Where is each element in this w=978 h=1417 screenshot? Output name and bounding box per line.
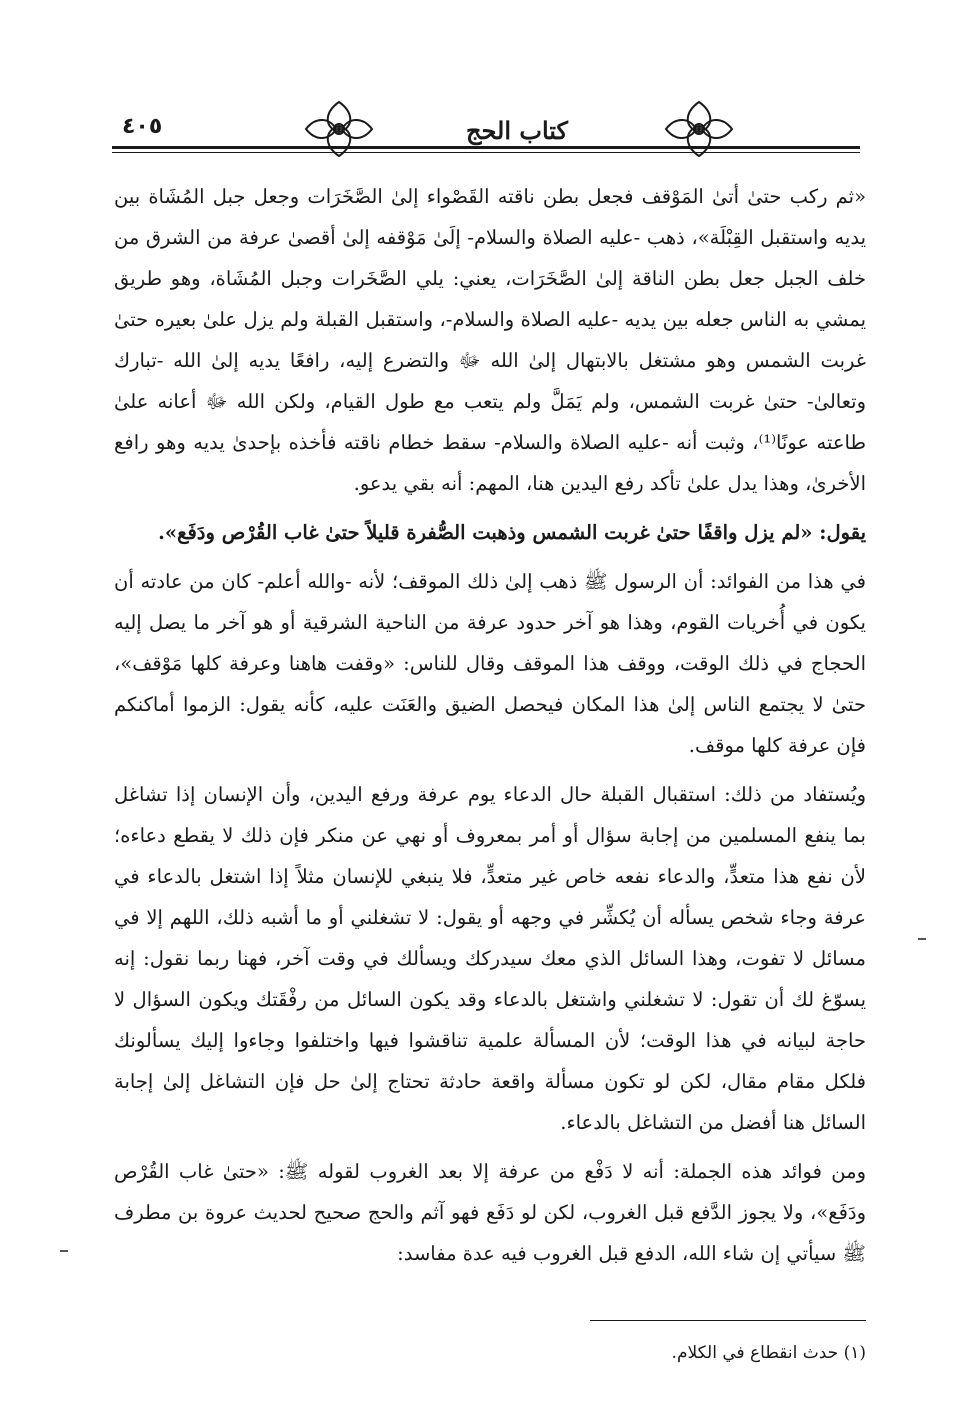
header-rule	[112, 146, 860, 149]
body-paragraph: ومن فوائد هذه الجملة: أنه لا دَفْع من عرفة إلا بعد الغروب لقوله ﷺ: «حتىٰ غاب القُرْص ودَفَع»، ولا يجوز الدَّفع قبل الغروب، لكن لو دَفَع فهو آثم والحج صحيح لحديث عروة بن مطرف ﷺ سيأتي إن شاء الله، الدفع قبل الغروب فيه عدة مفاسد:	[114, 1160, 866, 1265]
body-paragraph: في هذا من الفوائد: أن الرسول ﷺ ذهب إلىٰ ذلك الموقف؛ لأنه -والله أعلم- كان من عادته أن يكون في أُخريات القوم، وهذا هو آخر حدود عرفة من الناحية الشرقية أو هو آخر ما يصل إليه الحجاج في ذلك الوقت، ووقف هذا الموقف وقال للناس: «وقفت هاهنا وعرفة كلها مَوْقف»، حتىٰ لا يجتمع الناس إلىٰ هذا المكان فيحصل الضيق والعَنَت عليه، كأنه يقول: الزموا أماكنكم فإن عرفة كلها موقف.	[114, 570, 866, 757]
scan-speck	[60, 1250, 68, 1252]
body-paragraph: ويُستفاد من ذلك: استقبال القبلة حال الدعاء يوم عرفة ورفع اليدين، وأن الإنسان إذا تشاغل بما ينفع المسلمين من إجابة سؤال أو أمر بمعروف أو نهي عن منكر فإن ذلك لا يقطع دعاءه؛ لأن نفع هذا متعدٍّ، والدعاء نفعه خاص غير متعدٍّ، فلا ينبغي للإنسان مثلاً إذا اشتغل بالدعاء في عرفة وجاء شخص يسأله أن يُكشِّر في وجهه أو يقول: لا تشغلني أو ما أشبه ذلك، اللهم إلا في مسائل لا تفوت، وهذا السائل الذي معك سيدركك ويسألك في وقت آخر، فهنا ربما نقول: إنه يسوّغ لك أن تقول: لا تشغلني واشتغل بالدعاء وقد يكون السائل من رفْقَتك ويكون السؤال لا حاجة لبيانه في هذا الوقت؛ لأن المسألة علمية تناقشوا فيها واختلفوا وجاءوا إليك يسألونك فلكل مقام مقال، لكن لو تكون مسألة واقعة حادثة تحتاج إلىٰ حل فإن التشاغل إلىٰ إجابة السائل هنا أفضل من التشاغل بالدعاء.	[114, 783, 866, 1134]
body-paragraph-quote: يقول: «لم يزل واقفًا حتىٰ غربت الشمس وذهبت الصُّفرة قليلاً حتىٰ غاب القُرْص ودَفَع».	[158, 521, 866, 544]
header-rule-thin	[112, 152, 860, 153]
footnote-separator	[590, 1320, 866, 1321]
scan-speck	[918, 938, 926, 940]
ornament-left-icon	[302, 98, 376, 160]
footnote: (١) حدث انقطاع في الكلام.	[671, 1343, 866, 1363]
running-title: كتاب الحج	[466, 116, 568, 145]
page-body	[114, 176, 866, 1316]
body-paragraph: «ثم ركب حتىٰ أتىٰ المَوْقف فجعل بطن ناقته القَصْواء إلىٰ الصَّخَرَات وجعل جبل المُشَاة بين يديه واستقبل القِبْلَة»، ذهب -عليه الصلاة والسلام- إلَىٰ مَوْقفه إلىٰ أقصىٰ عرفة من الشرق من خلف الجبل جعل بطن الناقة إلىٰ الصَّخَرَات، يعني: يلي الصَّخَرات وجبل المُشَاة، وهو طريق يمشي به الناس جعله بين يديه -عليه الصلاة والسلام-، واستقبل القبلة ولم يزل علىٰ بعيره حتىٰ غربت الشمس وهو مشتغل بالابتهال إلىٰ الله ﷻ والتضرع إليه، رافعًا يديه إلىٰ الله -تبارك وتعالىٰ- حتىٰ غربت الشمس، ولم يَمَلَّ ولم يتعب مع طول القيام، ولكن الله ﷻ أعانه علىٰ طاعته عونًا⁽¹⁾، وثبت أنه -عليه الصلاة والسلام- سقط خطام ناقته فأخذه بإحدىٰ يديه وهو رافع الأخرىٰ، وهذا يدل علىٰ تأكد رفع اليدين هنا، المهم: أنه بقي يدعو.	[114, 185, 866, 495]
page-header	[112, 98, 860, 168]
page-number: ٤٠٥	[122, 114, 163, 139]
ornament-right-icon	[662, 98, 736, 160]
